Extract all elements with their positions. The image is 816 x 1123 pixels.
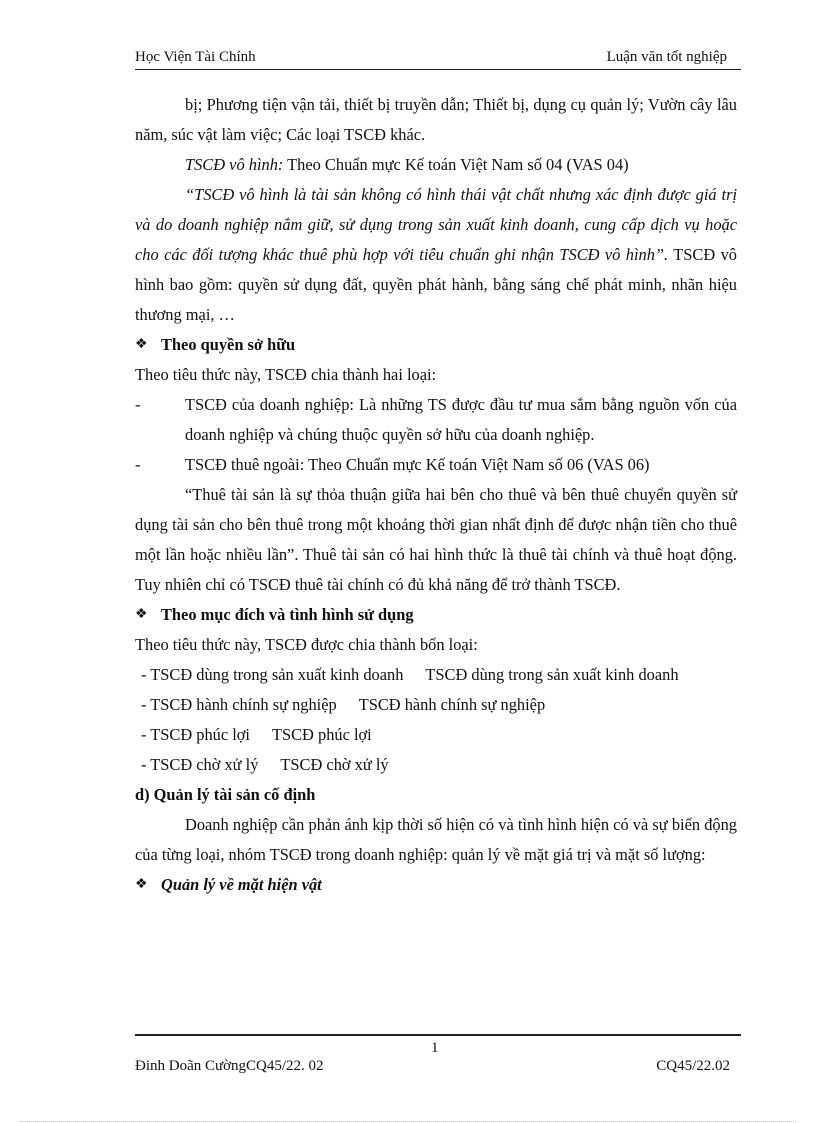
- section-purpose-title: Theo mục đích và tình hình sử dụng: [161, 605, 414, 624]
- list-item: [135, 450, 737, 480]
- section-physical-title: Quản lý về mặt hiện vật: [161, 875, 322, 894]
- page-header: [135, 49, 741, 70]
- intangible-standard: Theo Chuẩn mực Kế toán Việt Nam số 04 (VAS 04): [283, 155, 629, 174]
- paragraph-1: bị; Phương tiện vận tải, thiết bị truyền dẫn; Thiết bị, dụng cụ quản lý; Vườn cây lâu năm, súc vật làm việc; Các loại TSCĐ khác.: [135, 95, 737, 144]
- list-item: - TSCĐ dùng trong sản xuất kinh doanh TSCĐ dùng trong sản xuất kinh doanh: [141, 665, 679, 684]
- diamond-bullet-icon: ❖: [135, 337, 148, 352]
- intangible-quote: “TSCĐ vô hình là tài sản không có hình thái vật chất nhưng xác định được giá trị và do doanh nghiệp nắm giữ, sử dụng trong sản xuất kinh doanh, cung cấp dịch vụ hoặc cho các đối tượng khác thuê phù hợp với tiêu chuẩn ghi nhận TSCĐ vô hình”.: [135, 185, 737, 264]
- paragraph-intangible-heading: [135, 150, 737, 180]
- dash-marker: -: [135, 395, 141, 414]
- document-body: [135, 90, 737, 900]
- intangible-rest: TSCĐ vô hình bao gồm: quyền sử dụng đất, quyền phát hành, bằng sáng chế phát minh, nhãn hiệu thương mại, …: [135, 245, 737, 324]
- diamond-bullet-icon: ❖: [135, 877, 148, 892]
- dash-marker: -: [135, 455, 141, 474]
- list-item: [135, 390, 737, 450]
- paragraph-management: Doanh nghiệp cần phản ánh kịp thời số hiện có và tình hình hiện có và sự biến động của từng loại, nhóm TSCĐ trong doanh nghiệp: quản lý về mặt giá trị và mặt số lượng:: [135, 815, 737, 864]
- page-number: 1: [431, 1040, 439, 1056]
- paragraph-ownership-intro: Theo tiêu thức này, TSCĐ chia thành hai loại:: [135, 365, 437, 384]
- list-item-text: TSCĐ thuê ngoài: Theo Chuẩn mực Kế toán Việt Nam số 06 (VAS 06): [185, 455, 650, 474]
- list-item: - TSCĐ hành chính sự nghiệp TSCĐ hành chính sự nghiệp: [141, 695, 546, 714]
- paragraph-intangible-definition: [135, 180, 737, 330]
- list-item: - TSCĐ phúc lợi TSCĐ phúc lợi: [141, 725, 372, 744]
- list-item-text: TSCĐ của doanh nghiệp: Là những TS được đầu tư mua sắm bằng nguồn vốn của doanh nghiệp và chúng thuộc quyền sở hữu của doanh nghiệp.: [185, 395, 737, 444]
- header-doc-type: Luận văn tốt nghiệp: [606, 49, 727, 65]
- intangible-label: TSCĐ vô hình:: [185, 155, 284, 174]
- diamond-bullet-icon: ❖: [135, 607, 148, 622]
- section-ownership-title: Theo quyền sở hữu: [161, 335, 296, 354]
- section-management-title: d) Quản lý tài sản cố định: [135, 785, 316, 804]
- footer-author: Đinh Doãn CườngCQ45/22. 02: [135, 1058, 324, 1074]
- footer-divider: [135, 1034, 741, 1036]
- section-ownership: [135, 330, 737, 360]
- paragraph-purpose-intro: Theo tiêu thức này, TSCĐ được chia thành bốn loại:: [135, 635, 478, 654]
- header-institution: Học Viện Tài Chính: [135, 49, 256, 65]
- section-physical: [135, 870, 737, 900]
- paragraph-lease-definition: “Thuê tài sản là sự thỏa thuận giữa hai bên cho thuê và bên thuê chuyển quyền sử dụng tài sản cho bên thuê trong một khoảng thời gian nhất định để được nhận tiền cho thuê một lần hoặc nhiều lần”. Thuê tài sản có hai hình thức là thuê tài chính và thuê hoạt động. Tuy nhiên chỉ có TSCĐ thuê tài chính có đủ khả năng để trở thành TSCĐ.: [135, 485, 737, 594]
- footer-class-code: CQ45/22.02: [656, 1058, 730, 1074]
- section-purpose: [135, 600, 737, 630]
- page-edge: [20, 1121, 796, 1122]
- list-item: - TSCĐ chờ xử lý TSCĐ chờ xử lý: [141, 755, 389, 774]
